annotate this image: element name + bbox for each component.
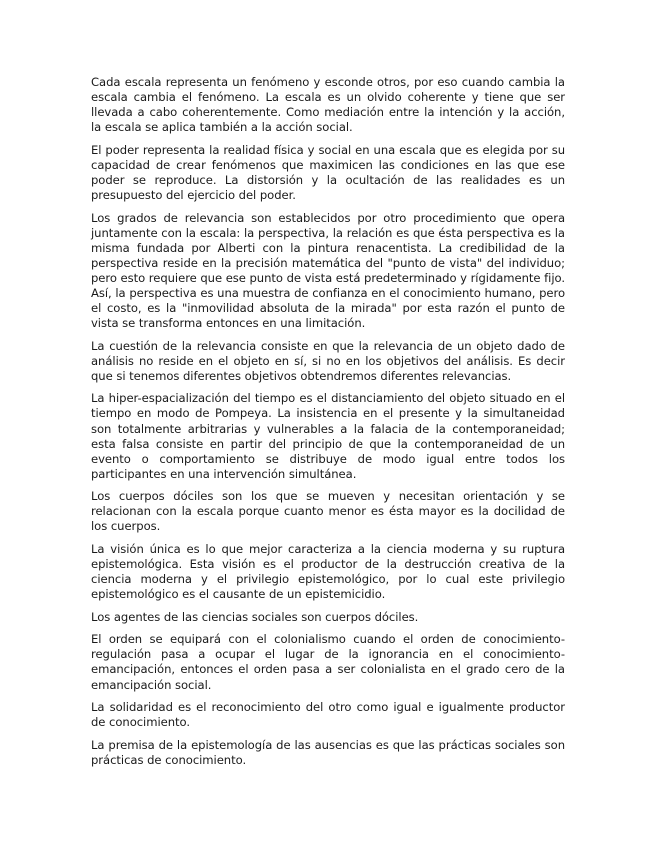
paragraph-epistemologia-ausencias: La premisa de la epistemología de las ausencias es que las prácticas sociales son prácticas de conocimiento. bbox=[91, 737, 565, 767]
paragraph-orden-colonialismo: El orden se equipará con el colonialismo cuando el orden de conocimiento-regulación pasa a ocupar el lugar de la ignorancia en el conocimiento-emancipación, entonces el orden pasa a ser colonialista en el grado cero de la emancipación social. bbox=[91, 632, 565, 692]
paragraph-hiper-espacializacion: La hiper-espacialización del tiempo es el distanciamiento del objeto situado en el tiempo en modo de Pompeya. La insistencia en el presente y la simultaneidad son totalmente arbitrarias y vulnerables a la falacia de la contemporaneidad; esta falsa consiste en partir del principio de que la contemporaneidad de un evento o comportamiento se distribuye de modo igual entre todos los participantes en una intervención simultánea. bbox=[91, 391, 565, 481]
paragraph-cuestion-relevancia: La cuestión de la relevancia consiste en que la relevancia de un objeto dado de análisis no reside en el objeto en sí, si no en los objetivos del análisis. Es decir que si tenemos diferentes objetivos obtendremos diferentes relevancias. bbox=[91, 338, 565, 383]
paragraph-vision-unica: La visión única es lo que mejor caracteriza a la ciencia moderna y su ruptura epistemológica. Esta visión es el productor de la destrucción creativa de la ciencia moderna y el privilegio epistemológico, por lo cual este privilegio epistemológico es el causante de un epistemicidio. bbox=[91, 541, 565, 602]
paragraph-solidaridad: La solidaridad es el reconocimiento del otro como igual e igualmente productor de conocimiento. bbox=[91, 699, 565, 730]
paragraph-agentes: Los agentes de las ciencias sociales son cuerpos dóciles. bbox=[91, 609, 419, 624]
paragraph-relevancia-perspectiva: Los grados de relevancia son establecidos por otro procedimiento que opera juntamente con la escala: la perspectiva, la relación es que ésta perspectiva es la misma fundada por Alberti con la pintura renacentista. La credibilidad de la perspectiva reside en la precisión matemática del "punto de vista" del individuo; pero esto requiere que ese punto de vista está predeterminado y rígidamente fijo. Así, la perspectiva es una muestra de confianza en el conocimiento humano, pero el costo, es la "inmovilidad absoluta de la mirada" por esta razón el punto de vista se transforma entonces en una limitación. bbox=[91, 210, 565, 331]
document-page bbox=[91, 75, 565, 775]
paragraph-cuerpos-dociles: Los cuerpos dóciles son los que se mueven y necesitan orientación y se relacionan con la escala porque cuanto menor es ésta mayor es la docilidad de los cuerpos. bbox=[91, 489, 565, 534]
paragraph-poder: El poder representa la realidad física y social en una escala que es elegida por su capacidad de crear fenómenos que maximicen las condiciones en las que ese poder se reproduce. La distorsión y la ocultación de las realidades es un presupuesto del ejercicio del poder. bbox=[91, 142, 565, 203]
paragraph-escala: Cada escala representa un fenómeno y esconde otros, por eso cuando cambia la escala cambia el fenómeno. La escala es un olvido coherente y tiene que ser llevada a cabo coherentemente. Como mediación entre la intención y la acción, la escala se aplica también a la acción social. bbox=[91, 75, 565, 135]
